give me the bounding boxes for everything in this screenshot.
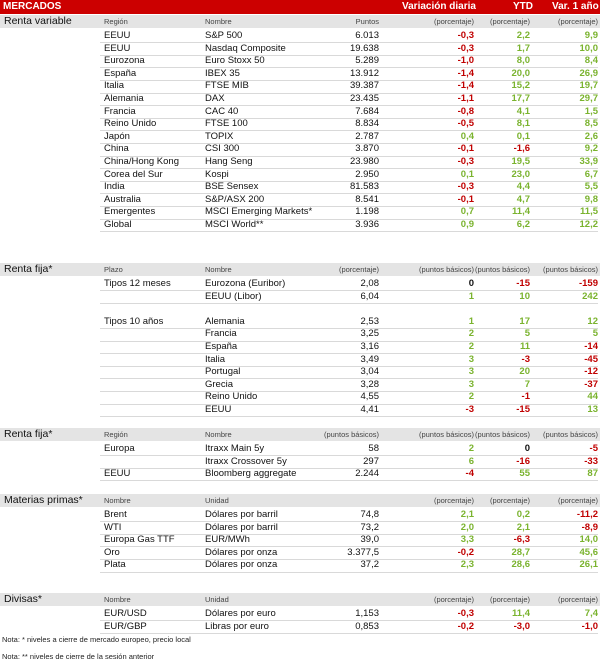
row-daily-change: 0,7 (460, 206, 474, 218)
row-one-year: 1,5 (584, 105, 598, 117)
row-one-year: 33,9 (579, 156, 598, 167)
row-one-year: 11,5 (580, 206, 598, 218)
row-one-year: 9,9 (584, 30, 598, 41)
row-daily-change: -0,2 (457, 620, 474, 632)
row-name: Portugal (205, 366, 241, 378)
col-header-ytd: (puntos básicos) (474, 265, 530, 274)
row-ytd: -6,3 (513, 534, 530, 546)
row-name: Italia (205, 353, 226, 365)
row-one-year: 9,8 (584, 193, 598, 205)
row-name: Reino Unido (205, 391, 258, 403)
row-ytd: 23,0 (511, 168, 530, 180)
row-one-year: -14 (584, 341, 598, 352)
row-daily-change: -0,3 (457, 30, 474, 41)
row-ytd: 15,2 (511, 80, 530, 92)
section-title: Materias primas* (4, 494, 83, 506)
row-one-year: 242 (582, 290, 598, 302)
col-header-ytd: (porcentaje) (489, 595, 530, 604)
row-name: Dólares por barril (205, 509, 278, 520)
row-label: Alemania (104, 93, 144, 104)
row-name: Francia (205, 328, 237, 340)
row-daily-change: -0,1 (457, 193, 474, 205)
row-label: Plata (104, 559, 126, 571)
row-ytd: 11,4 (512, 206, 530, 218)
row-level: 2.950 (355, 168, 379, 180)
row-name: FTSE MIB (205, 80, 249, 92)
row-one-year: -45 (584, 353, 598, 365)
row-label: Francia (104, 105, 136, 117)
row-one-year: 44 (587, 391, 598, 403)
row-level: 1.198 (355, 206, 379, 218)
row-daily-change: 0 (468, 278, 474, 289)
row-label: Australia (104, 193, 141, 205)
row-daily-change: 2 (468, 443, 474, 454)
section-title: Renta fija* (4, 263, 53, 275)
row-daily-change: 0,4 (460, 130, 474, 142)
row-label: EUR/GBP (104, 620, 147, 632)
row-name: S&P/ASX 200 (205, 193, 265, 205)
row-name: Alemania (205, 315, 245, 327)
row-level: 4,41 (360, 404, 379, 415)
row-ytd: 5 (524, 328, 530, 340)
row-level: 297 (363, 455, 379, 467)
row-divider (100, 633, 598, 634)
row-daily-change: -0,3 (457, 181, 474, 193)
row-daily-change: 1 (468, 315, 474, 327)
row-one-year: 12,2 (579, 219, 598, 230)
row-label: EEUU (104, 468, 131, 480)
row-label: Japón (104, 130, 130, 142)
row-daily-change: 2 (468, 391, 474, 403)
row-level: 58 (368, 443, 379, 454)
row-ytd: -15 (516, 404, 530, 415)
row-one-year: 12 (587, 315, 598, 327)
section-title: Divisas* (4, 593, 42, 605)
row-name: DAX (205, 93, 225, 104)
row-daily-change: -0,3 (457, 608, 474, 619)
row-ytd: 17,7 (511, 93, 530, 104)
row-level: 8.541 (355, 193, 379, 205)
row-name: Dólares por euro (205, 608, 276, 619)
row-name: Nasdaq Composite (205, 42, 286, 54)
row-name: Dólares por barril (205, 521, 278, 533)
col-header-year: (puntos básicos) (542, 265, 598, 274)
row-daily-change: 2 (468, 341, 474, 352)
row-label: Tipos 10 años (104, 315, 164, 327)
row-one-year: -159 (578, 278, 598, 289)
col-header-daily: (porcentaje) (433, 595, 474, 604)
row-name: Bloomberg aggregate (205, 468, 297, 480)
row-name: Dólares por onza (205, 546, 278, 558)
row-daily-change: 0,9 (460, 219, 474, 230)
row-one-year: 26,9 (579, 67, 598, 79)
row-one-year: -12 (584, 366, 598, 378)
row-name: EEUU (Libor) (205, 290, 262, 302)
markets-header (0, 0, 600, 14)
col-header-ytd: (porcentaje) (489, 496, 530, 505)
row-level: 6,04 (360, 290, 379, 302)
row-label: Europa (104, 443, 135, 454)
row-name: Itraxx Crossover 5y (205, 455, 287, 467)
row-label: Global (104, 219, 132, 230)
row-label: EUR/USD (104, 608, 147, 619)
row-label: WTI (104, 521, 122, 533)
col-header-1: Nombre (104, 496, 131, 505)
section-title: Renta fija* (4, 428, 53, 440)
row-label: Eurozona (104, 55, 145, 67)
row-one-year: 14,0 (579, 534, 598, 546)
row-label: Corea del Sur (104, 168, 163, 180)
row-one-year: 10,0 (579, 42, 598, 54)
row-name: EEUU (205, 404, 232, 415)
row-label: Emergentes (104, 206, 156, 218)
row-name: CAC 40 (205, 105, 239, 117)
row-divider (100, 303, 598, 304)
row-ytd: -1 (521, 391, 530, 403)
row-level: 39.387 (349, 80, 379, 92)
row-level: 39,0 (360, 534, 379, 546)
row-daily-change: -0,8 (457, 105, 474, 117)
col-header-3: (puntos básicos) (323, 430, 379, 439)
col-header-2: Nombre (205, 265, 232, 274)
row-ytd: 10 (519, 290, 530, 302)
row-one-year: -33 (584, 455, 598, 467)
row-daily-change: 6 (468, 455, 474, 467)
row-one-year: 8,5 (584, 118, 598, 130)
row-name: Hang Seng (205, 156, 253, 167)
row-ytd: 4,1 (516, 105, 530, 117)
col-header-2: Nombre (205, 430, 232, 439)
row-level: 2.244 (355, 468, 379, 480)
footnote: Nota: * niveles a cierre de mercado europeo, precio local (2, 635, 191, 644)
row-one-year: 5,5 (584, 181, 598, 193)
row-ytd: -16 (516, 455, 530, 467)
col-header-year: (porcentaje) (557, 496, 598, 505)
row-label: Brent (104, 509, 127, 520)
row-name: S&P 500 (205, 30, 243, 41)
row-one-year: 29,7 (579, 93, 598, 104)
row-ytd: 55 (519, 468, 530, 480)
row-daily-change: -1,0 (457, 55, 474, 67)
row-ytd: 11 (519, 341, 530, 352)
row-divider (100, 231, 598, 232)
row-level: 3.936 (355, 219, 379, 230)
row-level: 13.912 (349, 67, 379, 79)
row-daily-change: 3 (468, 378, 474, 390)
row-divider (100, 572, 598, 573)
row-level: 6.013 (355, 30, 379, 41)
row-level: 3,28 (360, 378, 379, 390)
row-label: EEUU (104, 42, 131, 54)
row-daily-change: 2,1 (460, 509, 474, 520)
row-label: Europa Gas TTF (104, 534, 175, 546)
col-header-ytd: (porcentaje) (489, 17, 530, 26)
row-level: 23.435 (349, 93, 379, 104)
row-daily-change: -1,1 (457, 93, 474, 104)
row-ytd: 0,1 (516, 130, 530, 142)
row-level: 2,08 (360, 278, 379, 289)
row-daily-change: -1,4 (457, 80, 474, 92)
row-daily-change: 3,3 (460, 534, 474, 546)
row-level: 0,853 (355, 620, 379, 632)
row-level: 3,49 (360, 353, 379, 365)
row-ytd: 8,1 (516, 118, 530, 130)
row-level: 23.980 (349, 156, 379, 167)
row-ytd: 4,7 (516, 193, 530, 205)
row-level: 5.289 (355, 55, 379, 67)
row-level: 3.870 (355, 143, 379, 155)
row-one-year: 26,1 (579, 559, 598, 571)
header-daily-change: Variación diaria (402, 1, 476, 12)
row-one-year: -8,9 (581, 521, 598, 533)
row-ytd: 17 (519, 315, 530, 327)
row-daily-change: 2,0 (460, 521, 474, 533)
col-header-daily: (porcentaje) (433, 496, 474, 505)
row-ytd: 1,7 (516, 42, 530, 54)
row-name: Euro Stoxx 50 (205, 55, 265, 67)
col-header-1: Plazo (104, 265, 123, 274)
row-daily-change: 3 (468, 366, 474, 378)
row-ytd: -3 (521, 353, 530, 365)
row-daily-change: 2 (468, 328, 474, 340)
row-name: MSCI Emerging Markets* (205, 206, 313, 218)
row-label: India (104, 181, 125, 193)
row-daily-change: -0,1 (457, 143, 474, 155)
row-one-year: 87 (587, 468, 598, 480)
row-level: 3,04 (360, 366, 379, 378)
row-level: 37,2 (360, 559, 379, 571)
col-header-2: Unidad (205, 496, 229, 505)
row-level: 2.787 (355, 130, 379, 142)
row-level: 3,25 (360, 328, 379, 340)
row-name: Dólares por onza (205, 559, 278, 571)
row-level: 74,8 (360, 509, 379, 520)
col-header-daily: (porcentaje) (433, 17, 474, 26)
row-name: CSI 300 (205, 143, 240, 155)
row-name: TOPIX (205, 130, 234, 142)
row-ytd: 0,2 (516, 509, 530, 520)
row-level: 73,2 (360, 521, 379, 533)
row-name: Eurozona (Euribor) (205, 278, 286, 289)
col-header-ytd: (puntos básicos) (474, 430, 530, 439)
row-label: Reino Unido (104, 118, 157, 130)
row-level: 1,153 (355, 608, 379, 619)
row-label: España (104, 67, 137, 79)
row-name: Grecia (205, 378, 233, 390)
row-level: 4,55 (360, 391, 379, 403)
col-header-daily: (puntos básicos) (418, 430, 474, 439)
row-ytd: 2,2 (516, 30, 530, 41)
header-one-year: Var. 1 año (552, 1, 599, 12)
row-one-year: 8,4 (584, 55, 598, 67)
row-level: 81.583 (349, 181, 379, 193)
footnote: Nota: ** niveles de cierre de la sesión anterior (2, 652, 155, 661)
row-one-year: -37 (584, 378, 598, 390)
row-ytd: 20 (519, 366, 530, 378)
row-level: 8.834 (355, 118, 379, 130)
row-ytd: -15 (516, 278, 530, 289)
row-one-year: 5 (592, 328, 598, 340)
col-header-daily: (puntos básicos) (418, 265, 474, 274)
col-header-1: Región (104, 17, 128, 26)
row-label: Italia (104, 80, 125, 92)
row-daily-change: -0,2 (457, 546, 474, 558)
col-header-2: Nombre (205, 17, 232, 26)
row-name: España (205, 341, 238, 352)
row-name: MSCI World** (205, 219, 264, 230)
row-level: 2,53 (360, 315, 379, 327)
row-one-year: -11,2 (576, 509, 598, 520)
row-daily-change: -4 (465, 468, 474, 480)
col-header-3: (porcentaje) (338, 265, 379, 274)
row-one-year: 9,2 (584, 143, 598, 155)
row-label: EEUU (104, 30, 131, 41)
section-title: Renta variable (4, 15, 72, 27)
row-level: 3.377,5 (347, 546, 379, 558)
row-name: BSE Sensex (205, 181, 259, 193)
row-ytd: 28,7 (511, 546, 530, 558)
row-ytd: 28,6 (511, 559, 530, 571)
row-daily-change: 2,3 (460, 559, 474, 571)
col-header-2: Unidad (205, 595, 229, 604)
row-label: China/Hong Kong (104, 156, 179, 167)
row-ytd: 7 (524, 378, 530, 390)
row-daily-change: -0,3 (457, 156, 474, 167)
row-daily-change: -3 (465, 404, 474, 415)
row-ytd: -1,6 (513, 143, 530, 155)
col-header-1: Región (104, 430, 128, 439)
row-name: Kospi (205, 168, 229, 180)
row-level: 7.684 (355, 105, 379, 117)
col-header-1: Nombre (104, 595, 131, 604)
row-daily-change: 1 (468, 290, 474, 302)
row-one-year: 6,7 (584, 168, 598, 180)
row-name: Itraxx Main 5y (205, 443, 265, 454)
col-header-year: (porcentaje) (557, 17, 598, 26)
row-daily-change: -0,3 (457, 42, 474, 54)
row-name: EUR/MWh (205, 534, 250, 546)
row-one-year: 7,4 (584, 608, 598, 619)
row-ytd: 6,2 (516, 219, 530, 230)
row-one-year: -1,0 (581, 620, 598, 632)
row-daily-change: 3 (468, 353, 474, 365)
row-divider (100, 416, 598, 417)
row-level: 19.638 (349, 42, 379, 54)
row-ytd: 19,5 (511, 156, 530, 167)
row-label: Tipos 12 meses (104, 278, 171, 289)
row-daily-change: 0,1 (460, 168, 474, 180)
row-ytd: 2,1 (516, 521, 530, 533)
row-label: China (104, 143, 129, 155)
row-name: IBEX 35 (205, 67, 240, 79)
col-header-year: (puntos básicos) (542, 430, 598, 439)
row-level: 3,16 (360, 341, 379, 352)
row-one-year: -5 (589, 443, 598, 454)
row-name: Libras por euro (205, 620, 269, 632)
row-name: FTSE 100 (205, 118, 248, 130)
row-ytd: 20,0 (511, 67, 530, 79)
row-one-year: 45,6 (579, 546, 598, 558)
col-header-3: Puntos (355, 17, 379, 26)
col-header-year: (porcentaje) (557, 595, 598, 604)
row-one-year: 13 (587, 404, 598, 415)
row-divider (100, 480, 598, 481)
row-ytd: 8,0 (516, 55, 530, 67)
header-title: MERCADOS (3, 1, 62, 12)
row-one-year: 2,6 (584, 130, 598, 142)
row-ytd: 4,4 (516, 181, 530, 193)
header-ytd: YTD (513, 1, 533, 12)
row-one-year: 19,7 (579, 80, 598, 92)
row-label: Oro (104, 546, 120, 558)
row-daily-change: -0,5 (457, 118, 474, 130)
row-daily-change: -1,4 (457, 67, 474, 79)
row-ytd: 11,4 (512, 608, 530, 619)
row-ytd: 0 (524, 443, 530, 454)
row-ytd: -3,0 (513, 620, 530, 632)
